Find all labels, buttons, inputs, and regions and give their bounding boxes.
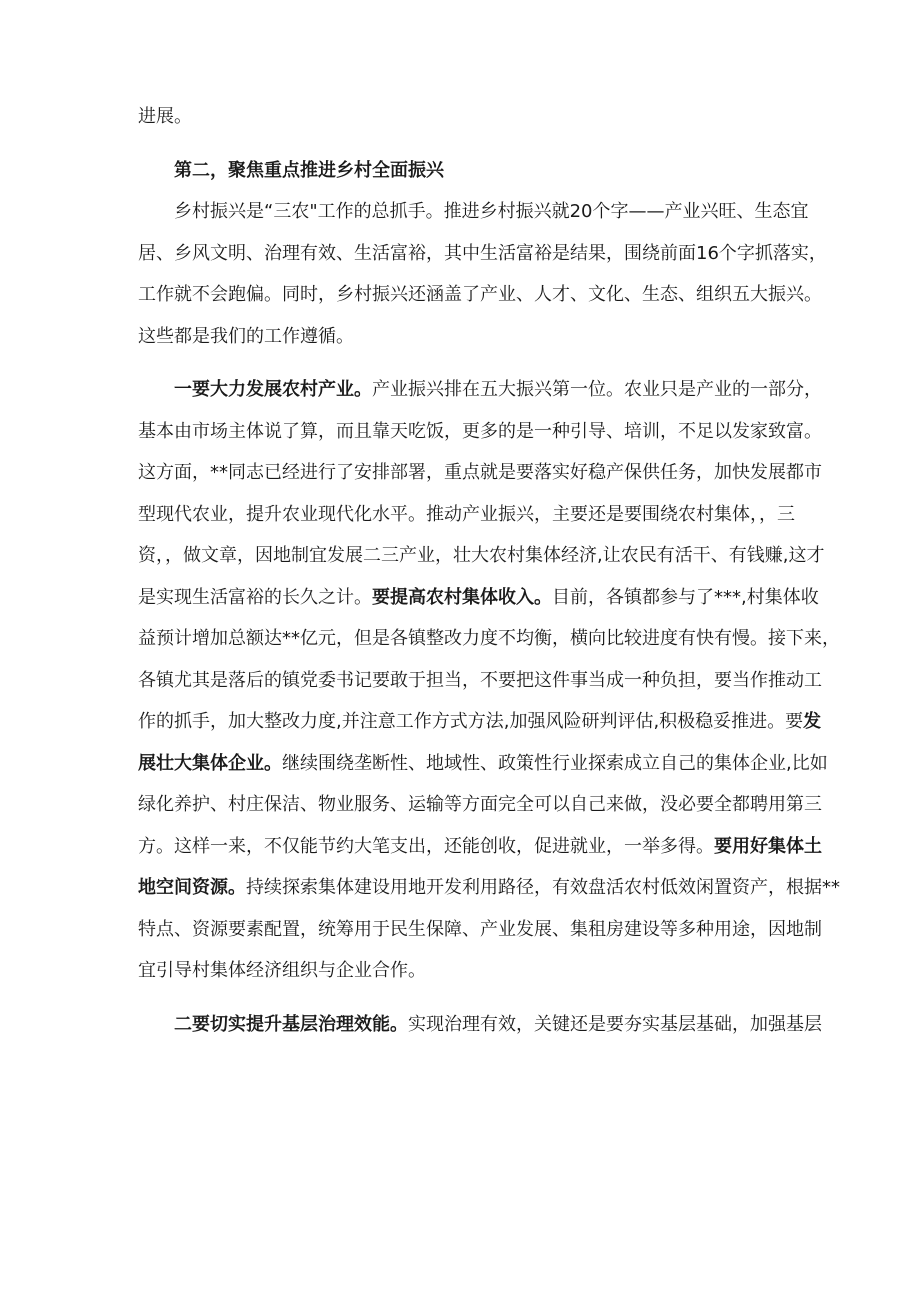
body-text: 作的抓手，加大整改力度,并注意工作方式方法,加强风险研判评估,积极稳妥推进。要: [138, 711, 804, 732]
paragraph-gap: [138, 138, 788, 150]
text-line: [138, 535, 825, 577]
body-text: 基本由市场主体说了算，而且靠天吃饭，更多的是一种引导、培训，不足以发家致富。: [138, 420, 822, 442]
body-text: 宜引导村集体经济组织与企业合作。: [138, 960, 426, 981]
text-line: [138, 452, 822, 494]
text-line: [138, 867, 840, 909]
text-line: [138, 618, 840, 660]
text-line: [138, 909, 822, 951]
text-line: [138, 826, 822, 868]
body-text: 工作就不会跑偏。同时，乡村振兴还涵盖了产业、人才、文化、生态、组织五大振兴。: [138, 284, 822, 305]
body-text: 特点、资源要素配置，统筹用于民生保障、产业发展、集租房建设等多种用途，因地制: [138, 918, 822, 940]
body-text: 持续探索集体建设用地开发利用路径，有效盘活农村低效闲置资产，根据**: [246, 877, 840, 898]
text-line: [138, 660, 822, 702]
bold-text: 一要大力发展农村产业。: [174, 379, 372, 400]
document-body: [138, 96, 840, 1045]
body-text: 这方面，**同志已经进行了安排部署，重点就是要落实好稳产保供任务，加快发展都市: [138, 462, 822, 483]
body-text: 资，，做文章，因地制宜发展二三产业，壮大农村集体经济,让农民有活干、有钱赚,这才: [138, 545, 825, 566]
body-text: 实现治理有效，关键还是要夯实基层基础，加强基层: [408, 1013, 822, 1035]
body-text: 居、乡风文明、治理有效、生活富裕，其中生活富裕是结果，围绕前面16个字抓落实，: [138, 242, 827, 264]
body-text: 目前，各镇都参与了***,村集体收: [552, 586, 819, 608]
body-text: 继续围绕垄断性、地域性、政策性行业探索成立自己的集体企业,比如: [282, 752, 828, 774]
bold-text: 要提高农村集体收入。: [372, 586, 552, 608]
text-line: [138, 701, 822, 743]
text-line: [138, 950, 788, 992]
paragraph-gap: [138, 992, 788, 1004]
text-line: [138, 784, 822, 826]
text-line: [138, 316, 788, 358]
body-text: 方。这样一来，不仅能节约大笔支出，还能创收，促进就业，一举多得。: [138, 835, 714, 857]
text-line: [138, 369, 822, 411]
text-line: [138, 411, 822, 453]
body-text: 进展。: [138, 106, 192, 127]
text-line: [138, 1004, 822, 1046]
text-line: [138, 191, 809, 233]
text-line: [138, 743, 828, 785]
bold-text: 二要切实提升基层治理效能。: [174, 1013, 408, 1035]
text-line: [138, 233, 827, 275]
bold-text: 发: [803, 711, 822, 732]
body-text: 型现代农业，提升农业现代化水平。推动产业振兴，主要还是要围绕农村集体，，三: [138, 503, 795, 525]
bold-text: 要用好集体土: [714, 835, 822, 857]
body-text: 益预计增加总额达**亿元，但是各镇整改力度不均衡，横向比较进度有快有慢。接下来，: [138, 628, 840, 649]
body-text: 这些都是我们的工作遵循。: [138, 325, 354, 347]
text-line: [138, 96, 788, 138]
text-line: [138, 577, 819, 619]
text-line: [138, 274, 822, 316]
text-line: [138, 494, 795, 536]
body-text: 乡村振兴是“三农"工作的总抓手。推进乡村振兴就20个字——产业兴旺、生态宜: [174, 201, 809, 222]
body-text: 产业振兴排在五大振兴第一位。农业只是产业的一部分，: [372, 379, 822, 400]
text-line: [138, 150, 788, 192]
body-text: 各镇尤其是落后的镇党委书记要敢于担当，不要把这件事当成一种负担，要当作推动工: [138, 669, 822, 691]
bold-text: 展壮大集体企业。: [138, 752, 282, 774]
body-text: 是实现生活富裕的长久之计。: [138, 586, 372, 608]
bold-text: 地空间资源。: [138, 877, 246, 898]
paragraph-gap: [138, 357, 788, 369]
bold-text: 第二，聚焦重点推进乡村全面振兴: [174, 159, 444, 181]
body-text: 绿化养护、村庄保洁、物业服务、运输等方面完全可以自己来做，没必要全都聘用第三: [138, 794, 822, 815]
